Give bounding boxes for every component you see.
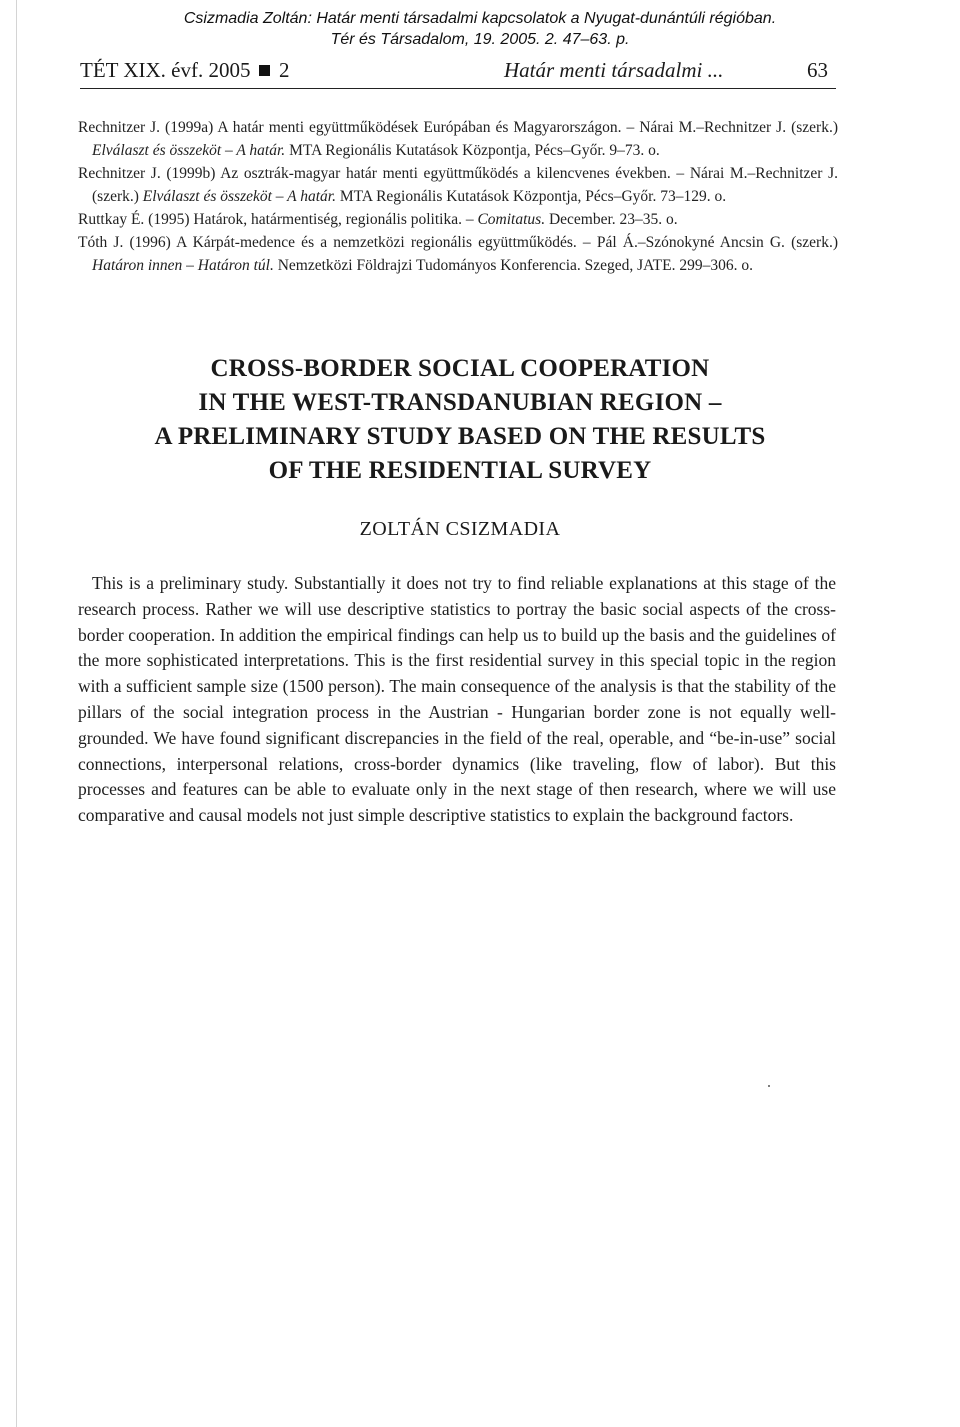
reference-item [78,208,838,231]
page-number: 63 [807,58,828,82]
article-author: ZOLTÁN CSIZMADIA [359,518,561,540]
running-head-journal-group [80,58,290,83]
abstract-paragraph: This is a preliminary study. Substantially it does not try to find reliable explanations at this stage of the research process. Rather we will use descriptive statistics to portray the basic social aspects of the cross-border cooperation. In addition the empirical findings can help us to build up the basis and the guidelines of the more sophisticated interpretations. This is the first residential survey in this special topic in the region with a sufficient sample size (1500 person). The main consequence of the analysis is that the stability of the pillars of the social integration process in the Austrian - Hungarian border zone is not equally well-grounded. We have found significant discrepancies in the field of the real, operable, and “be-in-use” social connections, interpersonal relations, cross-border dynamics (like traveling, flow of labor). But this processes and features can be able to evaluate only in the next stage of then research, where we will use comparative and causal models not just simple descriptive statistics to explain the background factors. [78,573,836,826]
article-title [80,352,840,488]
reference-text: Rechnitzer J. (1999a) A határ menti együttműködések Európában és Magyarországon. – Nárai M.–Rechnitzer J. (szerk.) [78,119,838,136]
black-square-icon [259,65,270,76]
scan-speck [768,1085,770,1087]
running-head [80,58,836,89]
running-head-title: Határ menti társadalmi ... [504,58,724,82]
citation-line-2: Tér és Társadalom, 19. 2005. 2. 47–63. p. [330,31,630,48]
reference-text: Rechnitzer J. (1999b) Az osztrák-magyar határ menti együttműködés a kilencvenes években. – Nárai M.–Rechnitzer J. (szerk.) [78,165,838,205]
reference-text: December. 23–35. o. [545,211,678,228]
citation-line-1: Csizmadia Zoltán: Határ menti társadalmi kapcsolatok a Nyugat-dunántúli régióban. [183,10,777,27]
reference-text: Nemzetközi Földrajzi Tudományos Konferencia. Szeged, JATE. 299–306. o. [273,257,753,274]
running-head-issue: 2 [279,58,290,82]
reference-item [78,116,838,162]
reference-item [78,162,838,208]
reference-text: MTA Regionális Kutatások Központja, Pécs–Győr. 9–73. o. [285,142,660,159]
article-title-line: OF THE RESIDENTIAL SURVEY [268,457,652,484]
reference-italic-title: Comitatus. [477,211,546,228]
reference-text: Tóth J. (1996) A Kárpát-medence és a nemzetközi regionális együttműködés. – Pál Á.–Szónokyné Ancsin G. (szerk.) [78,234,838,251]
article-title-line: CROSS-BORDER SOCIAL COOPERATION [210,355,710,382]
article-title-line: A PRELIMINARY STUDY BASED ON THE RESULTS [154,423,766,450]
reference-list [78,116,838,277]
reference-italic-title: Határon innen – Határon túl. [92,257,274,274]
reference-item [78,231,838,277]
reference-italic-title: Elválaszt és összeköt – A határ. [142,188,336,205]
article-title-line: IN THE WEST-TRANSDANUBIAN REGION – [198,389,722,416]
scan-edge-line [16,0,17,1427]
citation-header [0,8,960,50]
running-head-journal: TÉT XIX. évf. 2005 [80,58,251,82]
reference-text: Ruttkay É. (1995) Határok, határmentiség, regionális politika. – [78,211,478,228]
reference-italic-title: Elválaszt és összeköt – A határ. [92,142,286,159]
reference-text: MTA Regionális Kutatások Központja, Pécs–Győr. 73–129. o. [335,188,727,205]
